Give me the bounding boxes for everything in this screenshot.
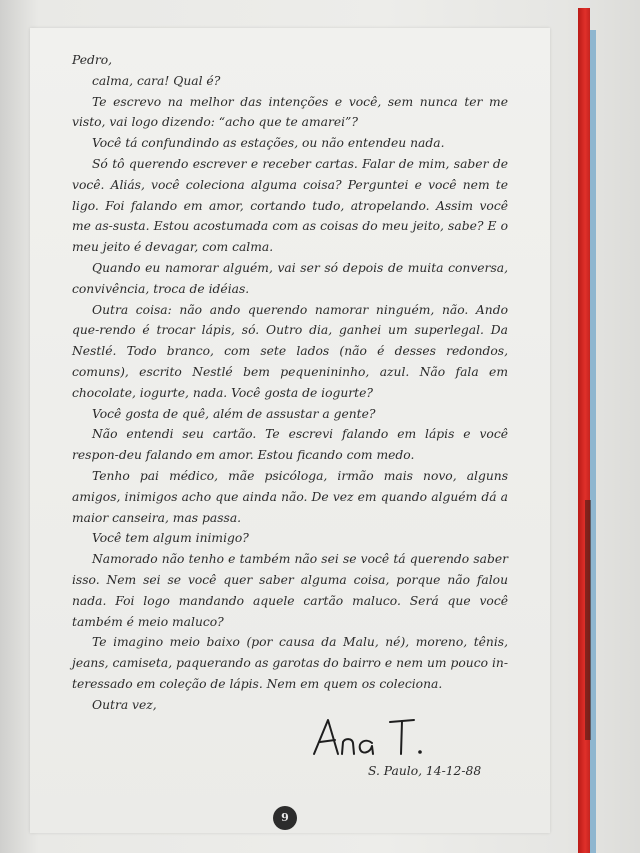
- letter-body: [72, 50, 508, 716]
- letter-paragraph: Outra coisa: não ando querendo namorar ninguém, não. Ando que-rendo é trocar lápis, só. Outro dia, ganhei um superlegal. Da Nestlé. Todo branco, com sete lados (não é desses redondos, comuns), escrito Nestlé bem pequenininho, azul. Não fala em chocolate, iogurte, nada. Você gosta de iogurte?: [72, 302, 508, 400]
- letter-paragraph: calma, cara! Qual é?: [92, 73, 221, 88]
- letter-paragraph: Te escrevo na melhor das intenções e você, sem nunca ter me visto, vai logo dizendo: “acho que te amarei”?: [72, 94, 508, 130]
- letter-closing: Outra vez,: [92, 697, 157, 712]
- letter-paragraph: Você tem algum inimigo?: [92, 531, 249, 546]
- letter-paragraph: Namorado não tenho e também não sei se você tá querendo saber isso. Nem sei se você quer saber alguma coisa, porque não falou nada. Foi logo mandando aquele cartão maluco. Será que você também é meio maluco?: [72, 552, 508, 629]
- page-number-badge: 9: [273, 806, 297, 830]
- place-and-date: S. Paulo, 14-12-88: [368, 764, 482, 778]
- letter-paragraph: Não entendi seu cartão. Te escrevi falando em lápis e você respon-deu falando em amor. Estou ficando com medo.: [72, 427, 508, 463]
- letter-paragraph: Você gosta de quê, além de assustar a gente?: [92, 406, 376, 421]
- letter-paragraph: Você tá confundindo as estações, ou não entendeu nada.: [92, 136, 445, 151]
- letter-paragraph: Só tô querendo escrever e receber cartas. Falar de mim, saber de você. Aliás, você coleciona alguma coisa? Perguntei e você nem te ligo. Foi falando em amor, cortando tudo, atropelando. Assim você me as-susta. Estou acostumada com as coisas do meu jeito, sabe? E o meu jeito é devagar, com calma.: [72, 156, 508, 255]
- letter-salutation: Pedro,: [72, 53, 113, 67]
- letter-paragraph: Quando eu namorar alguém, vai ser só depois de muita conversa, convivência, troca de idéias.: [72, 260, 508, 296]
- spine-shadow: [585, 500, 591, 740]
- letter-paragraph: Te imagino meio baixo (por causa da Malu, né), moreno, tênis, jeans, camiseta, paquerando as garotas do bairro e nem um pouco in-teressado em coleção de lápis. Nem em quem os coleciona.: [72, 635, 508, 691]
- letter-paragraph: Tenho pai médico, mãe psicóloga, irmão mais novo, alguns amigos, inimigos acho que ainda não. De vez em quando alguém dá a maior canseira, mas passa.: [72, 468, 508, 525]
- handwritten-signature: [310, 712, 440, 762]
